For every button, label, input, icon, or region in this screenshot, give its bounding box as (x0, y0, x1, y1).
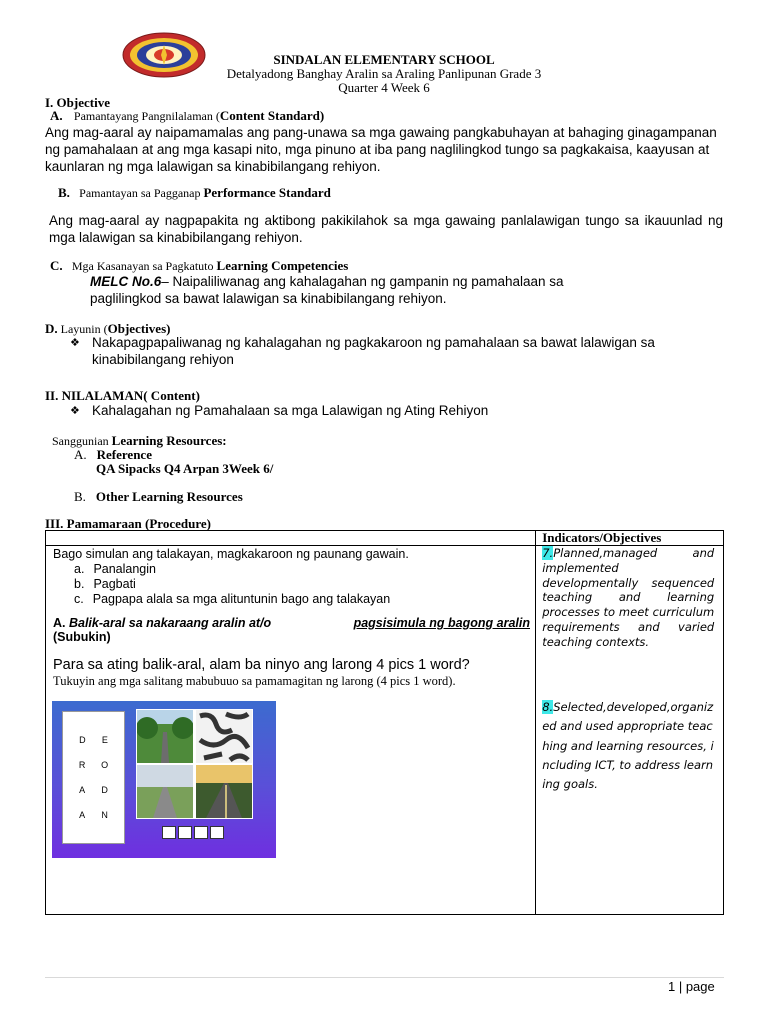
performance-standard-label: Pamantayan sa Pagganap (79, 186, 204, 200)
road-signs-picture (196, 710, 252, 763)
diamond-bullet-icon: ❖ (70, 404, 80, 417)
performance-standard-bold: Performance Standard (203, 185, 331, 200)
review-instruction: Tukuyin ang mga salitang mabubuuo sa pamamagitan ng larong (4 pics 1 word). (53, 674, 456, 688)
objectives-bold: Objectives) (107, 321, 171, 336)
part-a-subtitle: (Subukin) (53, 630, 111, 644)
answer-box (162, 826, 176, 839)
indicator-number: 7. (542, 546, 554, 560)
learning-resources-bold: Learning Resources: (111, 433, 227, 448)
list-marker: B. (74, 489, 86, 504)
learning-competencies-label: Mga Kasanayan sa Pagkatuto (71, 259, 217, 273)
quarter-label: Quarter 4 Week 6 (338, 80, 430, 95)
letter-tile: A (79, 785, 86, 795)
objectives-body: Nakapagpapaliwanag ng kahalagahan ng pagkakaroon ng pamahalaan sa bawat lalawigan sa kinabibilangang rehiyon (92, 335, 655, 367)
letter-tile: D (79, 735, 86, 745)
list-item-text: Panalangin (93, 562, 156, 576)
list-marker: A. (50, 108, 63, 123)
four-pics-one-word-image (52, 701, 276, 858)
letter-tile: N (101, 810, 108, 820)
content-standard-bold: Content Standard) (219, 108, 325, 123)
picture-grid (136, 709, 253, 819)
highway-sunset-picture (196, 765, 252, 818)
letter-tiles (63, 728, 124, 828)
indicator-text: Planned,managed and implemented developmentally sequenced teaching and learning processes to meet curriculum requirements and varied teaching contexts. (542, 546, 715, 649)
part-a-heading (53, 616, 530, 644)
reference-title: Reference (96, 447, 152, 462)
list-marker: D. (45, 321, 58, 336)
procedure-cell (46, 546, 536, 915)
procedure-intro: Bago simulan ang talakayan, magkakaroon ng paunang gawain. (53, 547, 409, 561)
list-marker: a. (74, 562, 85, 576)
indicator-8 (542, 698, 714, 794)
list-marker: A. (74, 447, 87, 462)
objectives-label: Layunin ( (57, 322, 108, 336)
answer-box (210, 826, 224, 839)
melc-description: – Naipaliliwanag ang kahalagahan ng gampanin ng pamahalaan sa paglilingkod sa bawat lalawigan sa kinabibilangang rehiyon. (90, 274, 564, 306)
page-number: 1 | page (668, 979, 715, 994)
list-item (74, 592, 390, 607)
rural-road-picture (137, 765, 193, 818)
other-resources-title: Other Learning Resources (95, 489, 243, 504)
learning-competencies-bold: Learning Competencies (216, 258, 349, 273)
reference-source: QA Sipacks Q4 Arpan 3Week 6/ (96, 461, 274, 476)
table-header-indicators (536, 531, 724, 546)
part-a-text: Balik-aral sa nakaraang aralin at/o (68, 616, 272, 630)
section-procedure-title: III. Pamamaraan (Procedure) (45, 516, 211, 531)
content-standard-label: Pamantayang Pangnilalaman ( (73, 109, 220, 123)
review-question: Para sa ating balik-aral, alam ba ninyo ang larong 4 pics 1 word? (53, 657, 470, 673)
content-standard-body: Ang mag-aaral ay naipamamalas ang pang-unawa sa mga gawaing pangkabuhayan at bahaging ginagampanan ng pamahalaan at ang mga kasapi nito, mga pinuno at iba pang naglilingkod tungo sa pagkakaisa, kaayusan at kaunlaran ng mga lalawigan sa kinabibilangang rehiyon. (45, 125, 717, 174)
indicator-number: 8. (542, 700, 554, 714)
part-a-underlined: pagsisimula ng bagong aralin (353, 616, 530, 630)
diamond-bullet-icon: ❖ (70, 336, 80, 349)
list-item-text: Pagpapa alala sa mga alituntunin bago ang talakayan (92, 592, 391, 606)
indicator-text: Selected,developed,organized and used appropriate teaching and learning resources, including ICT, to address learning goals. (542, 700, 714, 792)
forest-road-picture (137, 710, 193, 763)
indicators-cell (536, 546, 724, 915)
performance-standard-body: Ang mag-aaral ay nagpapakita ng aktibong pakikilahok sa mga gawaing panlalawigan tungo sa ikauunlad ng mga lalawigan sa kinabibilangang rehiyon. (49, 213, 723, 245)
list-item (74, 577, 390, 592)
melc-label: MELC No.6 (90, 274, 162, 289)
letter-tile: O (101, 760, 109, 770)
learning-resources-label: Sanggunian (52, 434, 112, 448)
letter-tile: E (101, 735, 108, 745)
letter-tiles-panel (62, 711, 125, 844)
letter-tile: R (78, 760, 86, 770)
answer-box (194, 826, 208, 839)
learning-competencies-heading (50, 258, 348, 274)
procedure-list (74, 562, 390, 607)
list-item-text: Pagbati (93, 577, 136, 591)
list-marker: c. (74, 592, 84, 606)
answer-boxes (162, 826, 224, 839)
list-marker: b. (74, 577, 85, 591)
list-item (74, 562, 390, 577)
performance-standard-heading (58, 185, 331, 201)
content-item: Kahalagahan ng Pamahalaan sa mga Lalawigan ng Ating Rehiyon (92, 403, 489, 418)
list-marker: C. (50, 258, 63, 273)
melc-text (90, 273, 630, 307)
section-content-title: II. NILALAMAN( Content) (45, 388, 200, 403)
list-marker: B. (58, 185, 70, 200)
answer-box (178, 826, 192, 839)
indicator-7 (542, 546, 714, 650)
letter-tile: D (101, 785, 108, 795)
school-name: SINDALAN ELEMENTARY SCHOOL (273, 52, 495, 67)
other-resources-heading (74, 489, 243, 505)
section-objective-title: I. Objective (45, 95, 110, 110)
list-marker: A. (53, 616, 66, 630)
indicators-header: Indicators/Objectives (542, 530, 662, 545)
table-header-empty (46, 531, 536, 546)
footer-divider (45, 977, 724, 978)
content-standard-heading (50, 108, 324, 124)
procedure-table (45, 530, 724, 915)
letter-tile: A (79, 810, 86, 820)
document-subtitle: Detalyadong Banghay Aralin sa Araling Panlipunan Grade 3 (226, 66, 542, 81)
